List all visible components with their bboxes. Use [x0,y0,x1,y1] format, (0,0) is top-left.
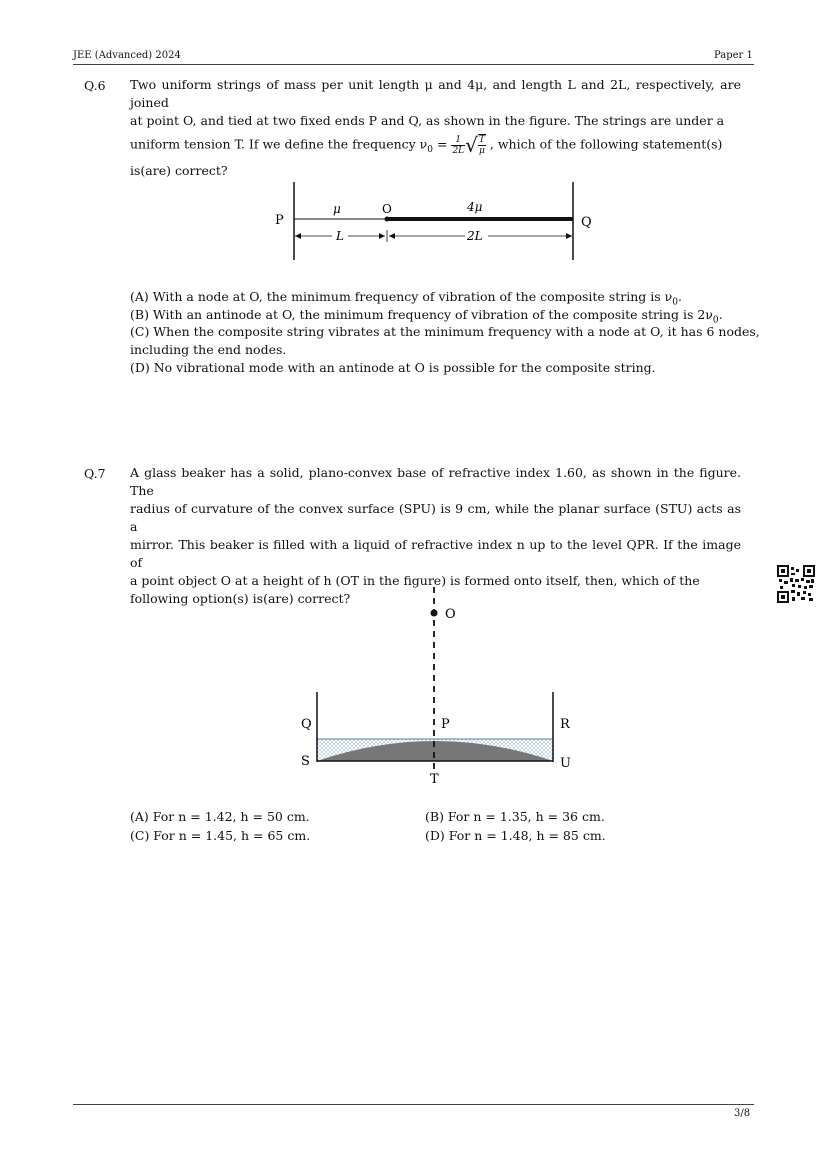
q6-stem [130,76,741,180]
q6-option-b-tail: . [718,307,723,322]
q6-option-c: (C) When the composite string vibrates at the minimum frequency with a node at O, it has 6 nodes, [130,324,760,339]
label-l: L [336,229,344,243]
q6-line-3-b: , which of the following statement(s) [489,136,723,152]
q6-option-c-cont: including the end nodes. [130,342,287,357]
q6-option-a-text: (A) With a node at O, the minimum frequency of vibration of the composite string is ν [130,289,673,304]
exam-title: JEE (Advanced) 2024 [73,50,181,61]
q7-option-c: (C) For n = 1.45, h = 65 cm. [130,828,311,843]
arrow-left-icon [389,233,395,239]
q6-root [478,134,486,156]
label-o: O [445,607,456,622]
q6-line-2: at point O, and tied at two fixed ends P and Q, as shown in the figure. The strings are under a [130,113,725,128]
q6-line-3-a: uniform tension T. If we define the frequency ν [130,136,428,152]
label-o: O [382,202,392,216]
label-u: U [560,756,571,771]
label-q: Q [581,215,592,230]
q6-root-num: T [478,135,485,145]
q6-root-den: μ [478,146,485,156]
q6-fraction [451,135,465,156]
label-mu: μ [333,202,341,216]
label-p: P [275,213,284,228]
label-q: Q [301,717,312,732]
object-point-o [431,610,438,617]
q6-line-1: Two uniform strings of mass per unit length μ and 4μ, and length L and 2L, respectively, are joined [130,77,741,110]
q7-line-1: A glass beaker has a solid, plano-convex base of refractive index 1.60, as shown in the figure. The [130,465,741,498]
junction-point [385,217,390,222]
q6-frac-num: 1 [451,135,465,146]
q7-beaker-figure [295,585,585,785]
q6-option-a-tail: . [677,289,682,304]
page-number: 3/8 [734,1108,751,1119]
q6-nu-sub: 0 [427,145,434,155]
q6-string-figure [270,180,600,262]
sqrt-icon: √ [465,133,478,157]
label-p: P [441,717,450,732]
q7-line-4: a point object O at a height of h (OT in the figure) is formed onto itself, then, which of the [130,573,700,588]
q6-number: Q.6 [84,78,106,93]
qr-code-icon [777,565,815,603]
label-2l: 2L [467,229,483,243]
header-rule [73,64,754,65]
paper-label: Paper 1 [714,50,753,61]
q6-option-b-sub: 0 [712,315,719,326]
footer-rule [73,1104,754,1105]
q6-line-3 [130,134,741,162]
q6-frac-den: 2L [452,145,465,156]
q6-option-b-text: (B) With an antinode at O, the minimum frequency of vibration of the composite string is 2ν [130,307,713,322]
q7-option-b: (B) For n = 1.35, h = 36 cm. [425,809,605,824]
q7-option-d: (D) For n = 1.48, h = 85 cm. [425,828,606,843]
label-t: T [430,772,439,785]
q7-number: Q.7 [84,466,106,481]
q7-option-a: (A) For n = 1.42, h = 50 cm. [130,809,310,824]
q7-line-3: mirror. This beaker is filled with a liquid of refractive index n up to the level QPR. If the image of [130,537,741,570]
label-s: S [301,754,310,769]
arrow-left-icon [295,233,301,239]
label-4mu: 4μ [467,200,483,214]
q7-line-2: radius of curvature of the convex surface (SPU) is 9 cm, while the planar surface (STU) acts as a [130,501,741,534]
q6-eq: = [433,136,452,152]
q6-option-d: (D) No vibrational mode with an antinode at O is possible for the composite string. [130,360,656,375]
arrow-right-icon [379,233,385,239]
label-r: R [560,717,570,732]
q6-line-4: is(are) correct? [130,163,228,178]
q7-line-5: following option(s) is(are) correct? [130,591,351,606]
arrow-right-icon [566,233,572,239]
q6-option-a-sub: 0 [672,297,678,308]
